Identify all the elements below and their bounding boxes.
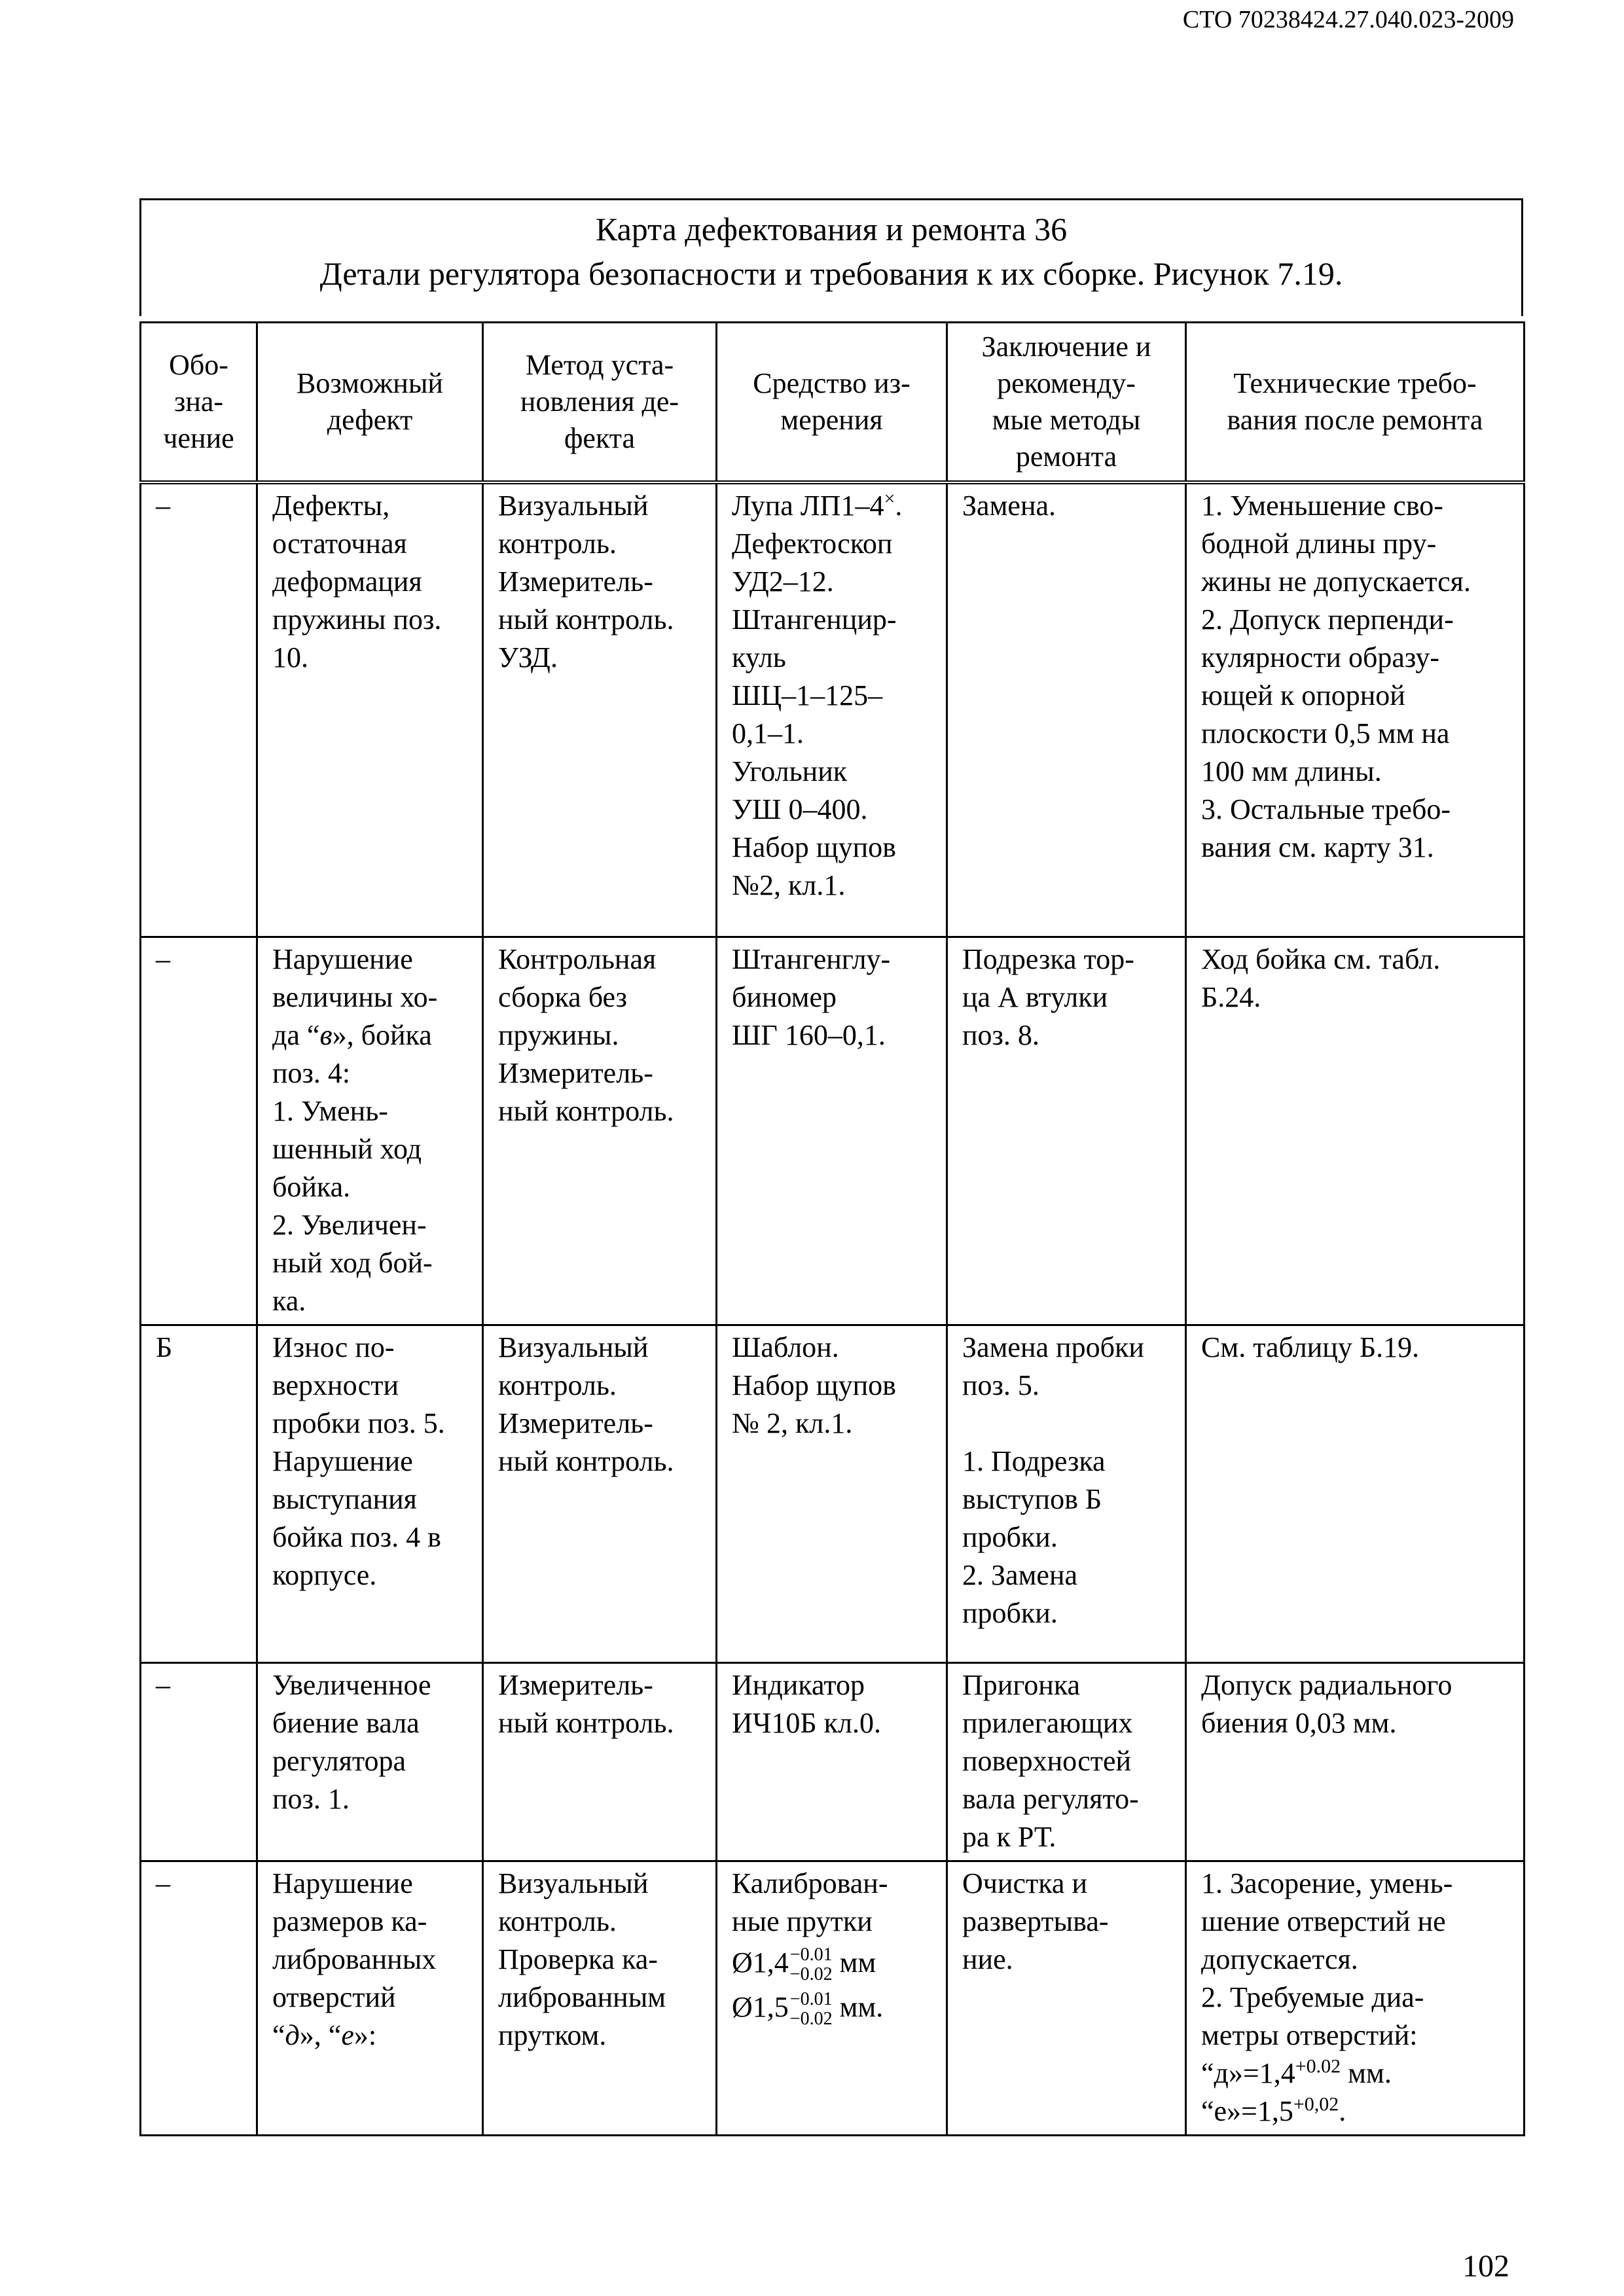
cell-repair: Очистка и развертыва- ние. <box>947 1861 1186 2135</box>
page-number: 102 <box>1462 2249 1509 2284</box>
cell-defect <box>257 937 483 1325</box>
cell-defect: Дефекты, остаточная деформация пружины поз. 10. <box>257 482 483 937</box>
tolerance-lower: −0.02 <box>789 1964 833 1985</box>
requirement-e-value: “е»=1,5 <box>1201 2094 1293 2127</box>
requirement-e-unit: . <box>1339 2094 1346 2127</box>
defect-text: Нарушение величины хо- да “ <box>272 942 438 1051</box>
cell-tool: Шаблон. Набор щупов № 2, кл.1. <box>717 1325 947 1662</box>
tool-text: Лупа ЛП1–4 <box>732 490 884 522</box>
cell-designation: – <box>141 1861 257 2135</box>
defect-card <box>139 198 1523 2136</box>
table-row <box>141 1662 1525 1861</box>
requirement-d <box>1201 2054 1511 2092</box>
defect-variable: в <box>319 1018 333 1051</box>
requirement-d-unit: мм. <box>1341 2056 1392 2089</box>
tool-line: ные прутки <box>732 1905 873 1937</box>
cell-requirements: 1. Уменьшение сво- бодной длины пру- жины не допускается. 2. Допуск перпенди- кулярности образу- ющей к опорной плоскости 0,5 мм на 100 мм длины. 3. Остальные требо- вания см. карту 31. <box>1186 482 1525 937</box>
cell-designation: – <box>141 1662 257 1861</box>
cell-method: Измеритель- ный контроль. <box>483 1662 717 1861</box>
diameter-unit: мм <box>832 1946 876 1979</box>
cell-designation: – <box>141 937 257 1325</box>
defect-table <box>139 321 1525 2136</box>
requirement-e <box>1201 2092 1511 2130</box>
cell-requirements: Допуск радиального биения 0,03 мм. <box>1186 1662 1525 1861</box>
cell-defect: Износ по- верхности пробки поз. 5. Нарушение выступания бойка поз. 4 в корпусе. <box>257 1325 483 1662</box>
diameter-unit: мм. <box>832 1990 884 2023</box>
defect-text-continued: », бойка поз. 4: 1. Умень- шенный ход бойка. 2. Увеличен- ный ход бой- ка. <box>272 1018 433 1317</box>
column-header-defect: Возможный дефект <box>257 323 483 483</box>
defect-variable-d: д <box>285 2018 300 2051</box>
requirement-d-tolerance: +0.02 <box>1295 2054 1341 2077</box>
cell-method: Визуальный контроль. Измеритель- ный контроль. УЗД. <box>483 482 717 937</box>
tolerance <box>790 1945 833 1984</box>
cell-tool: Штангенглу- биномер ШГ 160–0,1. <box>717 937 947 1325</box>
column-header-tool: Средство из- мерения <box>717 323 947 483</box>
table-row <box>141 1325 1525 1662</box>
diameter-value: Ø1,5 <box>732 1990 789 2023</box>
cell-tool: Индикатор ИЧ10Б кл.0. <box>717 1662 947 1861</box>
document-code: СТО 70238424.27.040.023-2009 <box>1182 6 1514 33</box>
column-header-designation: Обо- зна- чение <box>141 323 257 483</box>
cell-requirements: Ход бойка см. табл. Б.24. <box>1186 937 1525 1325</box>
tool-diameter-2 <box>732 1985 934 2030</box>
table-row <box>141 937 1525 1325</box>
cell-method: Контрольная сборка без пружины. Измеритель- ный контроль. <box>483 937 717 1325</box>
defect-text: Нарушение размеров ка- либрованных отверстий “ <box>272 1867 437 2051</box>
diameter-value: Ø1,4 <box>732 1946 789 1979</box>
cell-repair: Замена. <box>947 482 1186 937</box>
tolerance-upper: −0.01 <box>789 1945 833 1965</box>
cell-designation: Б <box>141 1325 257 1662</box>
defect-variable-e: е <box>341 2018 354 2051</box>
cell-defect: Увеличенное биение вала регулятора поз. 1. <box>257 1662 483 1861</box>
cell-defect <box>257 1861 483 2135</box>
cell-method: Визуальный контроль. Проверка ка- либрованным прутком. <box>483 1861 717 2135</box>
tolerance-lower: −0.02 <box>789 2009 833 2030</box>
tool-superscript: × <box>884 488 895 510</box>
cell-designation: – <box>141 482 257 937</box>
tool-line: Калиброван- <box>732 1867 888 1899</box>
column-header-repair: Заключение и рекоменду- мые методы ремонта <box>947 323 1186 483</box>
tolerance-upper: −0.01 <box>789 1989 833 2010</box>
table-header <box>141 323 1525 483</box>
card-header <box>139 198 1523 316</box>
cell-method: Визуальный контроль. Измеритель- ный контроль. <box>483 1325 717 1662</box>
card-title: Карта дефектования и ремонта 36 <box>595 211 1068 247</box>
requirement-e-tolerance: +0,02 <box>1293 2092 1339 2115</box>
tolerance <box>790 1990 833 2029</box>
cell-requirements <box>1186 1861 1525 2135</box>
table-row <box>141 482 1525 937</box>
requirements-text: 1. Засорение, умень- шение отверстий не допускается. 2. Требуемые диа- метры отверстий: <box>1201 1867 1453 2051</box>
table-row <box>141 1861 1525 2135</box>
cell-repair: Подрезка тор- ца А втулки поз. 8. <box>947 937 1186 1325</box>
card-subtitle: Детали регулятора безопасности и требования к их сборке. Рисунок 7.19. <box>319 255 1343 292</box>
column-header-method: Метод уста- новления де- фекта <box>483 323 717 483</box>
cell-requirements: См. таблицу Б.19. <box>1186 1325 1525 1662</box>
cell-repair: Пригонка прилегающих поверхностей вала регулято- ра к РТ. <box>947 1662 1186 1861</box>
column-header-requirements: Технические требо- вания после ремонта <box>1186 323 1525 483</box>
defect-text-continued: »: <box>353 2018 377 2051</box>
requirement-d-value: “д»=1,4 <box>1201 2056 1295 2089</box>
cell-tool <box>717 482 947 937</box>
defect-text-separator: », “ <box>299 2018 342 2051</box>
tool-text-continued: . Дефектоскоп УД2–12. Штангенцир- куль ШЦ–1–125– 0,1–1. Угольник УШ 0–400. Набор щупов №2, кл.1. <box>732 490 903 901</box>
tool-diameter-1 <box>732 1941 934 1985</box>
cell-repair: Замена пробки поз. 5. 1. Подрезка выступов Б пробки. 2. Замена пробки. <box>947 1325 1186 1662</box>
cell-tool <box>717 1861 947 2135</box>
